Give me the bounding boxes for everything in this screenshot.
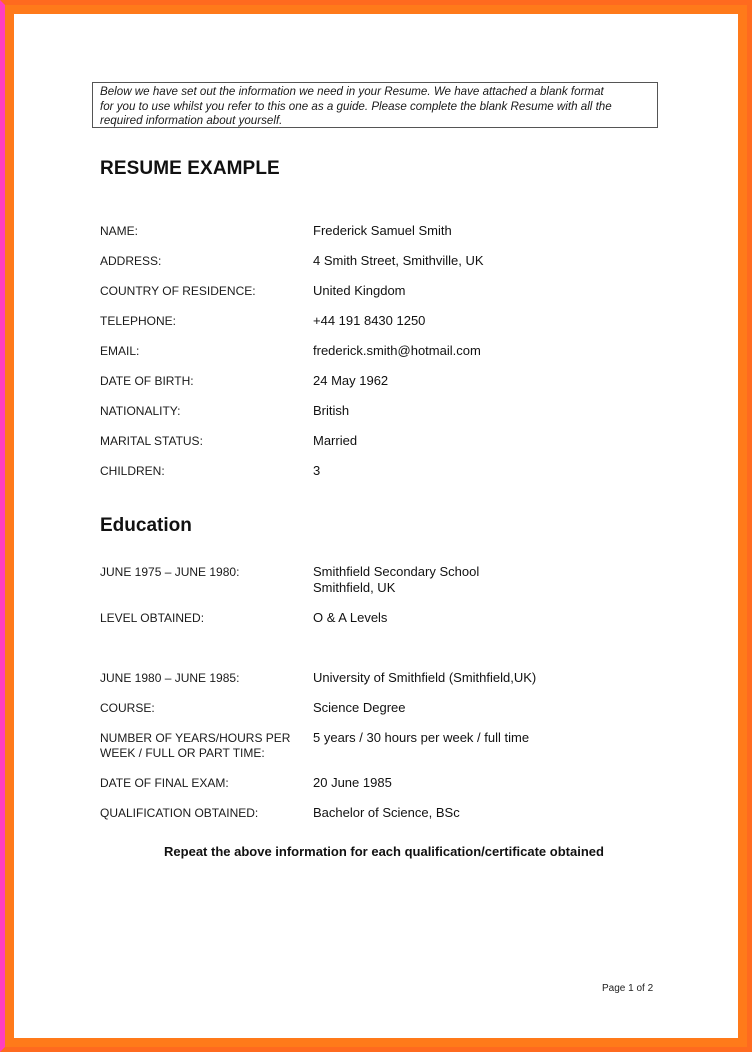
repeat-note (14, 844, 738, 859)
dob-label: DATE OF BIRTH: (100, 374, 194, 388)
university-name: University of Smithfield (Smithfield,UK) (313, 670, 537, 685)
school-value (313, 564, 479, 596)
name-value: Frederick Samuel Smith (313, 223, 452, 238)
dob-value: 24 May 1962 (313, 373, 389, 388)
email-value: frederick.smith@hotmail.com (313, 343, 481, 358)
nationality-value: British (313, 403, 350, 418)
country-label: COUNTRY OF RESIDENCE: (100, 284, 256, 298)
qualification-label: QUALIFICATION OBTAINED: (100, 806, 259, 820)
intro-line-1: Below we have set out the information we need in your Resume. We have attached a blank format (100, 85, 604, 98)
intro-line-3: required information about yourself. (100, 114, 283, 127)
children-label: CHILDREN: (100, 464, 165, 478)
name-label: NAME: (100, 224, 139, 238)
repeat-note-text: Repeat the above information for each qualification/certificate obtained (164, 844, 604, 859)
school-name: Smithfield Secondary School (313, 564, 480, 579)
email-label: EMAIL: (100, 344, 140, 358)
address-value: 4 Smith Street, Smithville, UK (313, 253, 484, 268)
marital-label: MARITAL STATUS: (100, 434, 203, 448)
years-value: 5 years / 30 hours per week / full time (313, 730, 530, 745)
intro-line-2: for you to use whilst you refer to this one as a guide. Please complete the blank Resume with all the (100, 99, 612, 113)
qualification-value: Bachelor of Science, BSc (313, 805, 460, 820)
years-label (100, 731, 300, 761)
page-number: Page 1 of 2 (602, 983, 654, 994)
children-value: 3 (313, 463, 321, 478)
exam-value: 20 June 1985 (313, 775, 392, 790)
university-period-label: JUNE 1980 – JUNE 1985: (100, 671, 240, 685)
country-value: United Kingdom (313, 283, 406, 298)
exam-label: DATE OF FINAL EXAM: (100, 776, 229, 790)
level-value: O & A Levels (313, 610, 388, 625)
marital-value: Married (313, 433, 358, 448)
years-label-line-2: WEEK / FULL OR PART TIME: (100, 746, 265, 760)
school-location: Smithfield, UK (313, 580, 396, 595)
intro-box (92, 82, 658, 128)
telephone-label: TELEPHONE: (100, 314, 177, 328)
resume-page (14, 14, 738, 1038)
address-label: ADDRESS: (100, 254, 162, 268)
course-label: COURSE: (100, 701, 155, 715)
page-title: RESUME EXAMPLE (100, 158, 280, 179)
education-heading: Education (100, 515, 192, 536)
level-label: LEVEL OBTAINED: (100, 611, 205, 625)
course-value: Science Degree (313, 700, 406, 715)
school-period-label: JUNE 1975 – JUNE 1980: (100, 565, 240, 579)
years-label-line-1: NUMBER OF YEARS/HOURS PER (100, 731, 291, 745)
nationality-label: NATIONALITY: (100, 404, 181, 418)
telephone-value: +44 191 8430 1250 (313, 313, 426, 328)
